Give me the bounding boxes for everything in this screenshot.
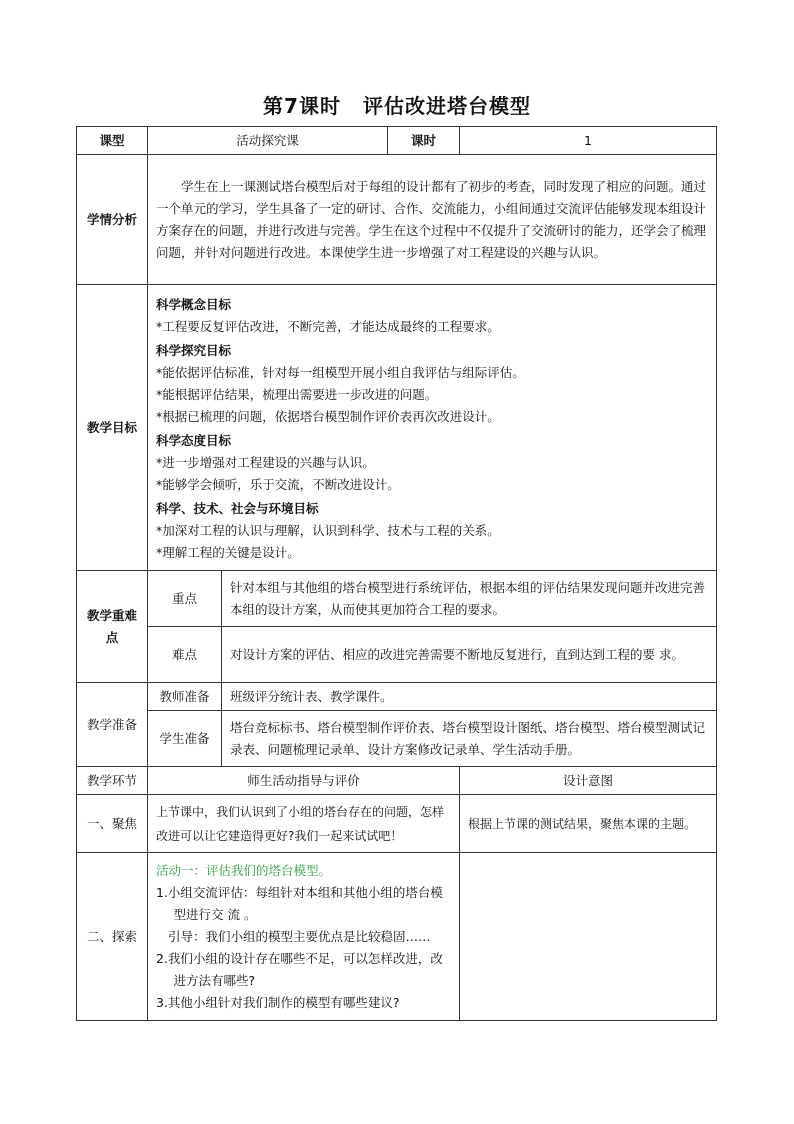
hours-label: 课时 <box>388 127 460 155</box>
attitude-goal-heading: 科学态度目标 <box>156 432 232 448</box>
analysis-label: 学情分析 <box>77 155 148 285</box>
activity-step: 3.其他小组针对我们制作的模型有哪些建议? <box>156 994 400 1010</box>
teacher-prep-text: 班级评分统计表、教学课件。 <box>222 683 717 711</box>
intent-column-header: 设计意图 <box>460 767 717 795</box>
sts-goal-item: *理解工程的关键是设计。 <box>156 544 300 560</box>
prep-label: 教学准备 <box>77 683 148 767</box>
focus-activity-text: 上节课中，我们认识到了小组的塔台存在的问题，怎样改进可以让它建造得更好?我们一起来试试吧！ <box>148 795 460 853</box>
keypoints-label: 教学重难点 <box>77 571 148 683</box>
activity-guide: 引导：我们小组的模型主要优点是比较稳固…… <box>168 928 431 944</box>
explore-row <box>77 853 717 1021</box>
key-point-label: 重点 <box>148 571 222 627</box>
teacher-prep-label: 教师准备 <box>148 683 222 711</box>
explore-activity-cell <box>148 853 460 1021</box>
inquiry-goal-heading: 科学探究目标 <box>156 342 232 358</box>
process-header-row <box>77 767 717 795</box>
focus-row <box>77 795 717 853</box>
goals-label: 教学目标 <box>77 285 148 571</box>
teacher-prep-row <box>77 683 717 711</box>
activity-one-title: 活动一：评估我们的塔台模型。 <box>156 862 332 878</box>
focus-intent-text: 根据上节课的测试结果，聚焦本课的主题。 <box>460 795 717 853</box>
type-label: 课型 <box>77 127 148 155</box>
inquiry-goal-item: *能依据评估标准，针对每一组模型开展小组自我评估与组际评估。 <box>156 364 525 380</box>
key-point-row <box>77 571 717 627</box>
goals-row <box>77 285 717 571</box>
lesson-plan-table <box>76 126 717 1021</box>
activity-column-header: 师生活动指导与评价 <box>148 767 460 795</box>
page-title <box>0 90 794 119</box>
student-prep-text: 塔台竞标标书、塔台模型制作评价表、塔台模型设计图纸、塔台模型、塔台模型测试记录表、问题梳理记录单、设计方案修改记录单、学生活动手册。 <box>222 711 717 767</box>
analysis-cell <box>148 155 717 285</box>
lesson-number: 第7课时 <box>263 94 341 118</box>
activity-step: 1.小组交流评估：每组针对本组和其他小组的塔台模型进行交 流 。 <box>156 884 443 922</box>
inquiry-goal-item: *能根据评估结果，梳理出需要进一步改进的问题。 <box>156 386 438 402</box>
attitude-goal-item: *能够学会倾听，乐于交流，不断改进设计。 <box>156 476 400 492</box>
type-value: 活动探究课 <box>148 127 388 155</box>
attitude-goal-item: *进一步增强对工程建设的兴趣与认识。 <box>156 454 375 470</box>
student-prep-row <box>77 711 717 767</box>
student-prep-label: 学生准备 <box>148 711 222 767</box>
difficult-point-label: 难点 <box>148 627 222 683</box>
sts-goal-heading: 科学、技术、社会与环境目标 <box>156 500 319 516</box>
analysis-row <box>77 155 717 285</box>
sts-goal-item: *加深对工程的认识与理解，认识到科学、技术与工程的关系。 <box>156 522 500 538</box>
stage-column-header: 教学环节 <box>77 767 148 795</box>
focus-stage-label: 一、聚焦 <box>77 795 148 853</box>
explore-stage-label: 二、探索 <box>77 853 148 1021</box>
explore-intent-cell <box>460 853 717 1021</box>
concept-goal-item: *工程要反复评估改进，不断完善，才能达成最终的工程要求。 <box>156 318 500 334</box>
inquiry-goal-item: *根据已梳理的问题，依据塔台模型制作评价表再次改进设计。 <box>156 408 500 424</box>
difficult-point-text: 对设计方案的评估、相应的改进完善需要不断地反复进行，直到达到工程的要 求。 <box>222 627 717 683</box>
activity-step: 2.我们小组的设计存在哪些不足，可以怎样改进，改进方法有哪些? <box>156 950 443 988</box>
concept-goal-heading: 科学概念目标 <box>156 296 232 312</box>
goals-cell <box>148 285 717 571</box>
analysis-text: 学生在上一课测试塔台模型后对于每组的设计都有了初步的考查，同时发现了相应的问题。通过一个单元的学习，学生具备了一定的研讨、合作、交流能力，小组间通过交流评估能够发现本组设计方案存在的问题，并进行改进与完善。学生在这个过程中不仅提升了交流研讨的能力，还学会了梳理问题，并针对问题进行改进。本课使学生进一步增强了对工程建设的兴趣与认识。 <box>156 178 707 260</box>
key-point-text: 针对本组与其他组的塔台模型进行系统评估，根据本组的评估结果发现问题并改进完善本组的设计方案，从而使其更加符合工程的要求。 <box>222 571 717 627</box>
info-row <box>77 127 717 155</box>
lesson-title: 评估改进塔台模型 <box>362 94 531 118</box>
hours-value: 1 <box>460 127 717 155</box>
difficult-point-row <box>77 627 717 683</box>
